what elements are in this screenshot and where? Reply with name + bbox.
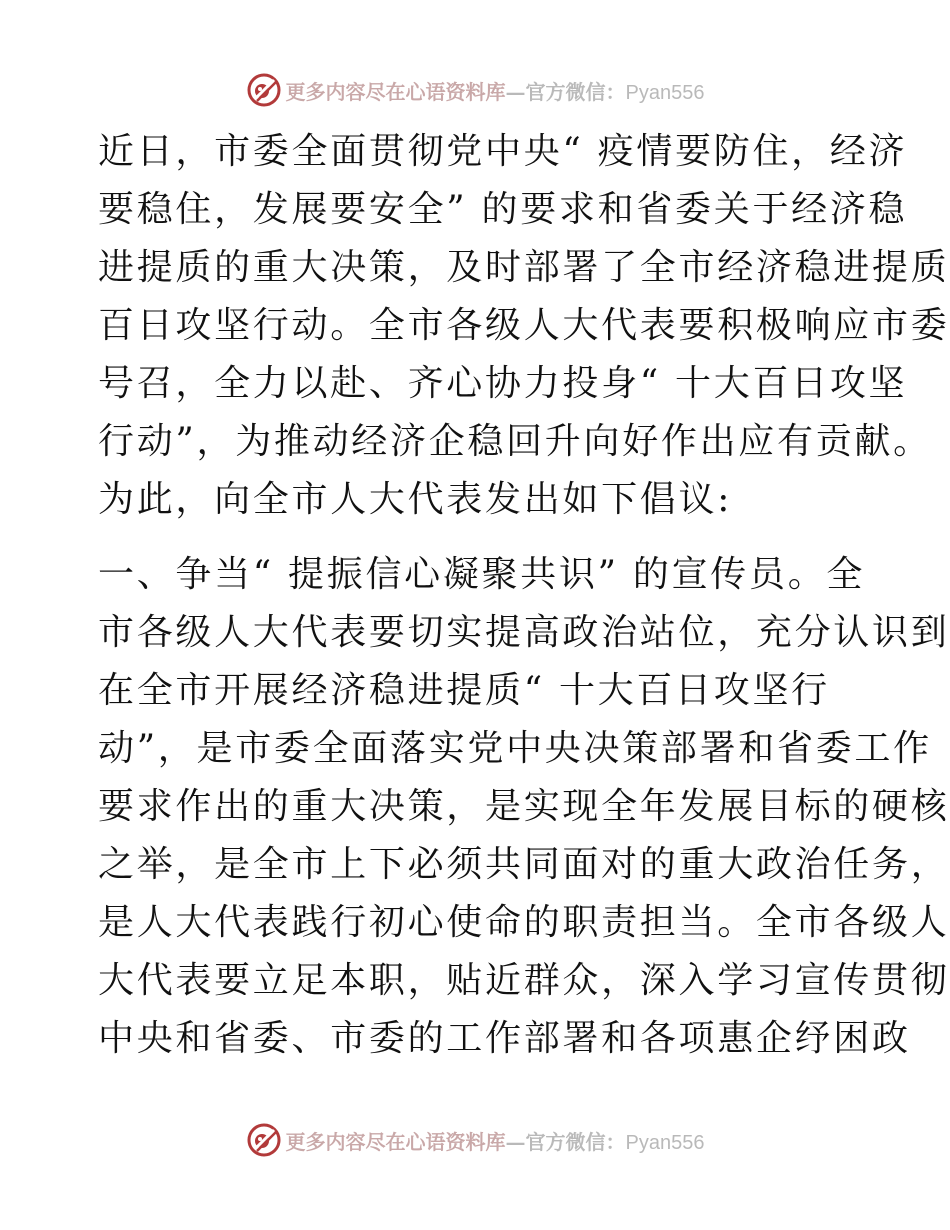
header-banner: [0, 70, 950, 110]
wechat-label: 官方微信：: [525, 79, 626, 104]
text-line: 进提质的重大决策，及时部署了全市经济稳进提质: [98, 247, 950, 288]
banner-text: [286, 1126, 705, 1155]
banner-text: [286, 76, 705, 105]
text-line: 百日攻坚行动。全市各级人大代表要积极响应市委: [98, 305, 950, 346]
banner-dash: —: [505, 79, 526, 104]
text-line: 是人大代表践行初心使命的职责担当。全市各级人: [98, 902, 950, 943]
text-line: 近日，市委全面贯彻党中央“ 疫情要防住，经济: [98, 131, 908, 172]
text-line: 号召，全力以赴、齐心协力投身“ 十大百日攻坚: [98, 363, 908, 404]
brand-logo-icon: [246, 72, 282, 108]
wechat-id: Pyan556: [625, 1131, 705, 1154]
wechat-id: Pyan556: [625, 81, 705, 104]
text-line: 在全市开展经济稳进提质“ 十大百日攻坚行: [98, 670, 830, 711]
brand-logo-icon: [246, 1122, 282, 1158]
text-line: 动”，是市委全面落实党中央决策部署和省委工作: [98, 728, 932, 769]
wechat-label: 官方微信：: [525, 1129, 626, 1154]
paragraph-intro: [98, 123, 950, 529]
text-line: 之举，是全市上下必须共同面对的重大政治任务，: [98, 844, 950, 885]
text-line: 行动”，为推动经济企稳回升向好作出应有贡献。: [98, 421, 932, 462]
text-line: 市各级人大代表要切实提高政治站位，充分认识到: [98, 612, 950, 653]
text-line: 中央和省委、市委的工作部署和各项惠企纾困政: [98, 1018, 911, 1059]
text-line: 要稳住，发展要安全” 的要求和省委关于经济稳: [98, 189, 908, 230]
text-line: 一、争当“ 提振信心凝聚共识” 的宣传员。全: [98, 554, 866, 595]
document-body: [98, 123, 950, 1068]
text-line: 要求作出的重大决策，是实现全年发展目标的硬核: [98, 786, 950, 827]
paragraph-section-one: [98, 546, 950, 1068]
brand-text: 更多内容尽在心语资料库: [285, 1129, 506, 1154]
banner-dash: —: [505, 1129, 526, 1154]
brand-text: 更多内容尽在心语资料库: [285, 79, 506, 104]
text-line: 大代表要立足本职，贴近群众，深入学习宣传贯彻: [98, 960, 950, 1001]
footer-banner: [0, 1120, 950, 1160]
paragraph-gap: [98, 529, 858, 546]
text-line: 为此，向全市人大代表发出如下倡议:: [98, 479, 733, 520]
